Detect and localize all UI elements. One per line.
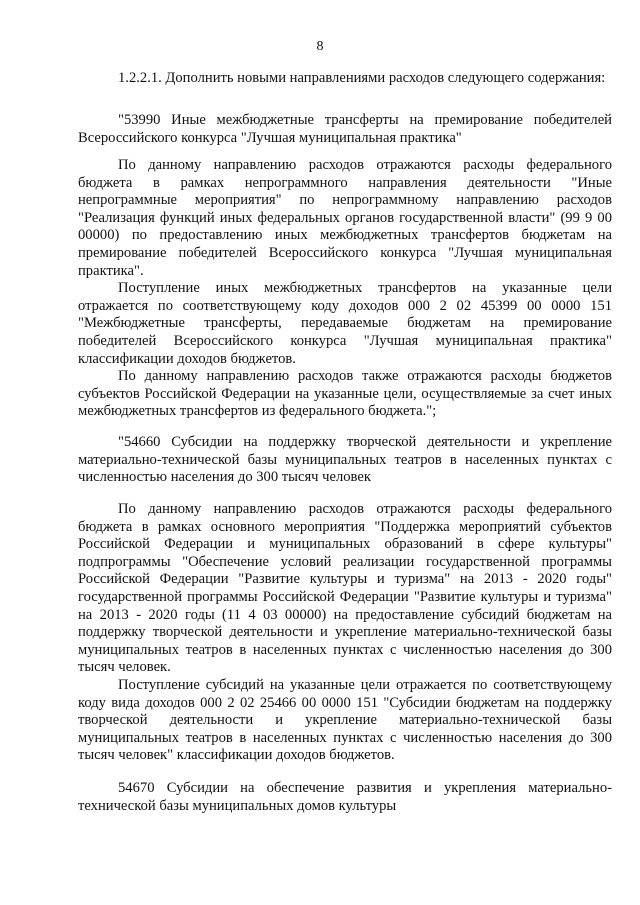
paragraph-53990-regional: По данному направлению расходов также отражаются расходы бюджетов субъектов Российской Федерации на указанные цели, осуществляемые за счет иных межбюджетных трансфертов из федерального бюджета."; — [78, 368, 612, 420]
paragraph-54670-heading: 54670 Субсидии на обеспечение развития и укрепления материально-технической базы муниципальных домов культуры — [78, 780, 612, 814]
paragraph-53990-revenue: Поступление иных межбюджетных трансфертов на указанные цели отражается по соответствующему коду доходов 000 2 02 45399 00 0000 151 "Межбюджетные трансферты, передаваемые бюджетам на премирование победителей Всероссийского конкурса "Лучшая муниципальная практика" классификации доходов бюджетов. — [78, 280, 612, 367]
section-53990-body — [78, 157, 612, 421]
section-54660-title — [78, 434, 612, 487]
paragraph-53990-description: По данному направлению расходов отражаются расходы федерального бюджета в рамках непрограммного направления деятельности "Иные непрограммные мероприятия" по непрограммному направлению расходов "Реализация функций иных федеральных органов государственной власти" (99 9 00 00000) по предоставлению иных межбюджетных трансфертов бюджетам на премирование победителей Всероссийского конкурса "Лучшая муниципальная практика". — [78, 157, 612, 279]
paragraph-54660-heading: "54660 Субсидии на поддержку творческой деятельности и укрепление материально-технической базы муниципальных театров в населенных пунктах с численностью населения до 300 тысяч человек — [78, 434, 612, 486]
section-1 — [78, 70, 612, 88]
paragraph-53990-heading: "53990 Иные межбюджетные трансферты на премирование победителей Всероссийского конкурса "Лучшая муниципальная практика" — [78, 112, 612, 146]
paragraph-item-1-2-2-1: 1.2.2.1. Дополнить новыми направлениями расходов следующего содержания: — [118, 70, 606, 86]
paragraph-54660-revenue: Поступление субсидий на указанные цели отражается по соответствующему коду вида доходов 000 2 02 25466 00 0000 151 "Субсидии бюджетам на поддержку творческой деятельности и укрепление материально-технической базы муниципальных театров в населенных пунктах с численностью населения до 300 тысяч человек" классификации доходов бюджетов. — [78, 676, 612, 764]
section-53990-title — [78, 112, 612, 147]
paragraph-54660-description: По данному направлению расходов отражаются расходы федерального бюджета в рамках основного мероприятия "Поддержка мероприятий субъектов Российской Федерации и муниципальных образований в сфере культуры" подпрограммы "Обеспечение условий реализации государственной программы Российской Федерации "Развитие культуры и туризма" на 2013 - 2020 годы" государственной программы Российской Федерации "Развитие культуры и туризма" на 2013 - 2020 годы (11 4 03 00000) на предоставление субсидий бюджетам на поддержку творческой деятельности и укрепление материально-технической базы муниципальных театров в населенных пунктах с численностью населения до 300 тысяч человек. — [78, 501, 612, 676]
section-54660-body — [78, 501, 612, 765]
page-number: 8 — [316, 39, 324, 54]
section-54670-title — [78, 780, 612, 815]
